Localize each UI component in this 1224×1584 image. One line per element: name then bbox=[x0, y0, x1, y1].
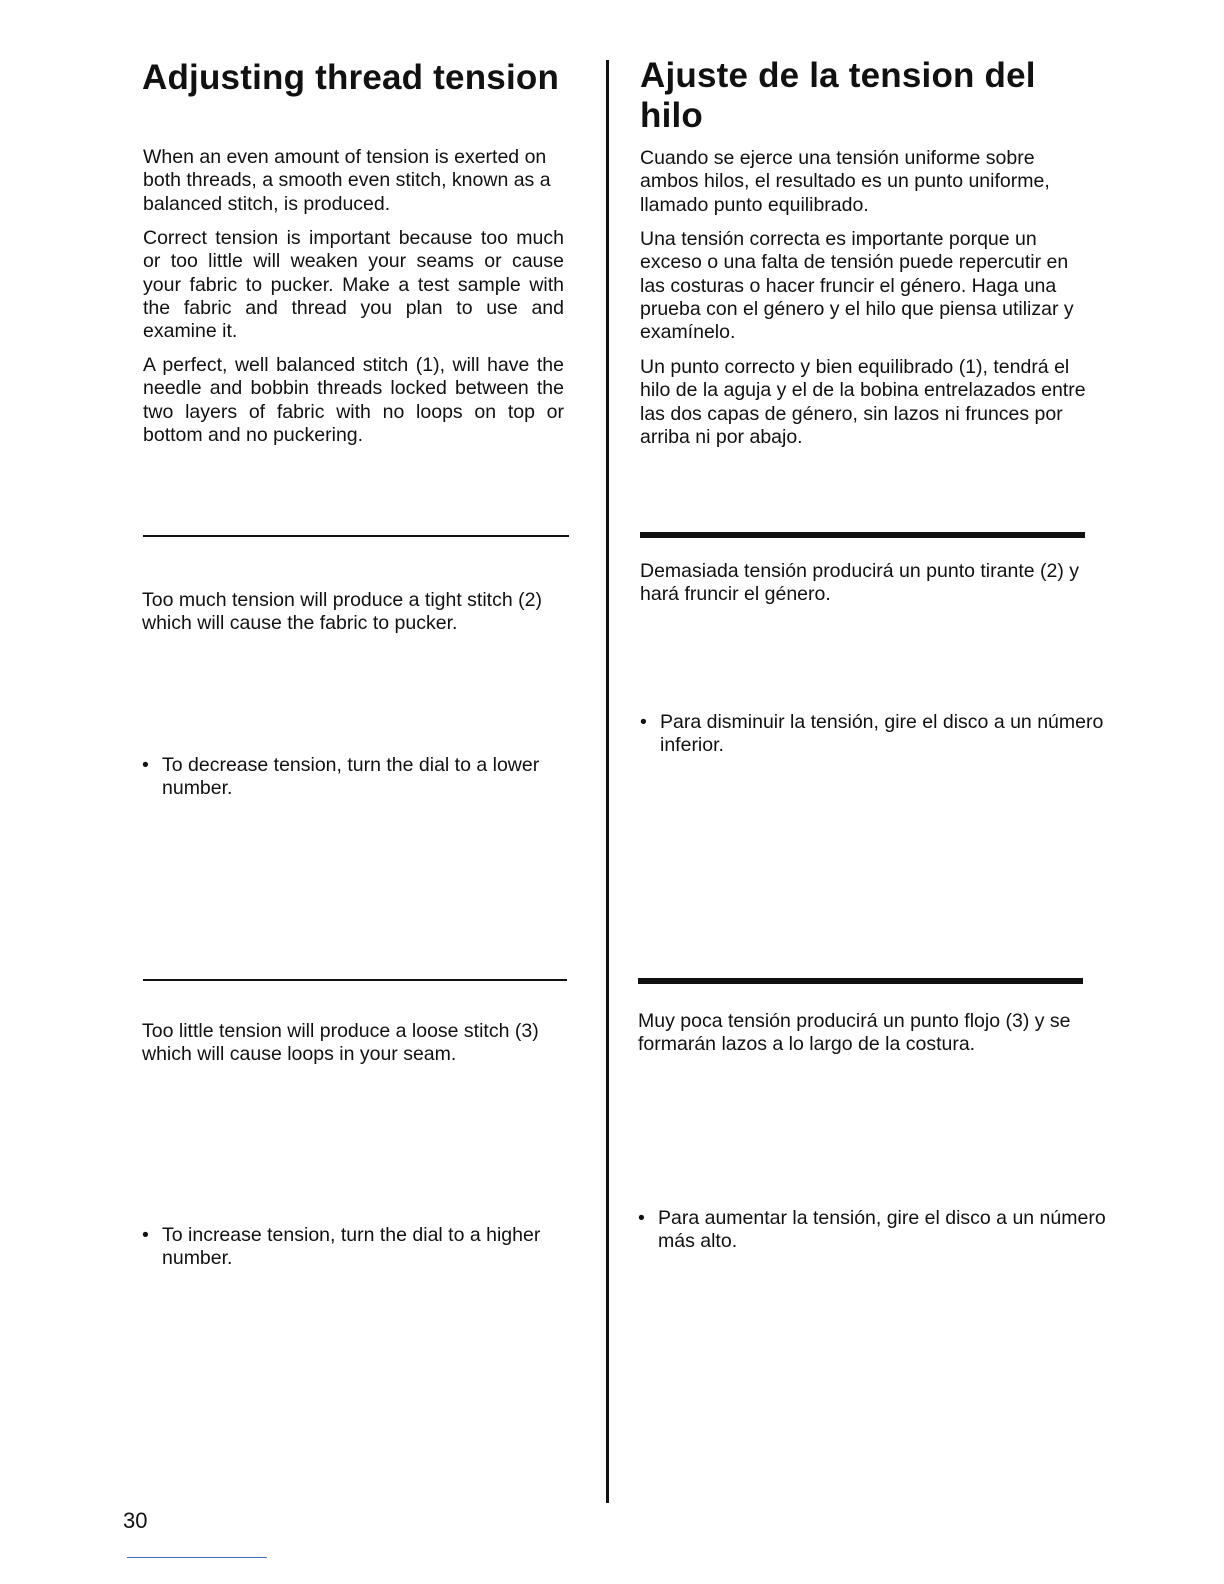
section-divider-english-1 bbox=[143, 535, 569, 537]
decrease-tension-bullet-english bbox=[142, 754, 586, 801]
intro-paragraph-spanish: Cuando se ejerce una tensión uniforme sobre ambos hilos, el resultado es un punto uniforme, llamado punto equilibrado. bbox=[640, 147, 1050, 216]
loose-stitch-paragraph-english: Too little tension will produce a loose stitch (3) which will cause loops in your seam. bbox=[142, 1020, 539, 1066]
intro-paragraph-english: When an even amount of tension is exerted on both threads, a smooth even stitch, known as a balanced stitch, is produced. bbox=[143, 146, 551, 215]
column-divider bbox=[606, 60, 609, 1503]
page-title-spanish: Ajuste de la tension del hilo bbox=[640, 56, 1036, 135]
section-divider-spanish-1 bbox=[640, 532, 1085, 538]
page-title-english: Adjusting thread tension bbox=[142, 58, 560, 97]
bullet-icon: • bbox=[640, 711, 647, 734]
bullet-text: To increase tension, turn the dial to a higher number. bbox=[162, 1223, 541, 1269]
bullet-icon: • bbox=[142, 754, 149, 776]
bullet-text: Para aumentar la tensión, gire el disco a un número más alto. bbox=[658, 1206, 1106, 1253]
page-number: 30 bbox=[123, 1508, 148, 1533]
tight-stitch-paragraph-spanish: Demasiada tensión producirá un punto tirante (2) y hará fruncir el género. bbox=[640, 560, 1079, 606]
bullet-icon: • bbox=[638, 1206, 645, 1229]
loose-stitch-paragraph-spanish: Muy poca tensión producirá un punto flojo (3) y se formarán lazos a lo largo de la costura. bbox=[638, 1010, 1071, 1056]
section-divider-spanish-2 bbox=[638, 978, 1083, 984]
balanced-stitch-paragraph-spanish: Un punto correcto y bien equilibrado (1), tendrá el hilo de la aguja y el de la bobina entrelazados entre las dos capas de género, sin lazos ni frunces por arriba ni por abajo. bbox=[640, 356, 1086, 448]
tight-stitch-paragraph-english: Too much tension will produce a tight stitch (2) which will cause the fabric to pucker. bbox=[142, 589, 542, 635]
footer-line bbox=[127, 1557, 267, 1558]
increase-tension-bullet-english bbox=[142, 1224, 586, 1271]
balanced-stitch-paragraph-english: A perfect, well balanced stitch (1), will have the needle and bobbin threads locked between the two layers of fabric with no loops on top or bottom and no puckering. bbox=[143, 354, 564, 446]
tension-importance-paragraph-english: Correct tension is important because too much or too little will weaken your seams or cause your fabric to pucker. Make a test sample with the fabric and thread you plan to use and examine it. bbox=[143, 227, 564, 343]
increase-tension-bullet-spanish bbox=[638, 1207, 1110, 1254]
bullet-text: Para disminuir la tensión, gire el disco a un número inferior. bbox=[660, 711, 1104, 757]
bullet-icon: • bbox=[142, 1223, 149, 1246]
decrease-tension-bullet-spanish bbox=[640, 711, 1110, 758]
section-divider-english-2 bbox=[143, 979, 567, 981]
bullet-text: To decrease tension, turn the dial to a lower number. bbox=[162, 754, 540, 800]
tension-importance-paragraph-spanish: Una tensión correcta es importante porque un exceso o una falta de tensión puede repercutir en las costuras o hacer fruncir el género. Haga una prueba con el género y el hilo que piensa utilizar y examínelo. bbox=[640, 228, 1074, 344]
